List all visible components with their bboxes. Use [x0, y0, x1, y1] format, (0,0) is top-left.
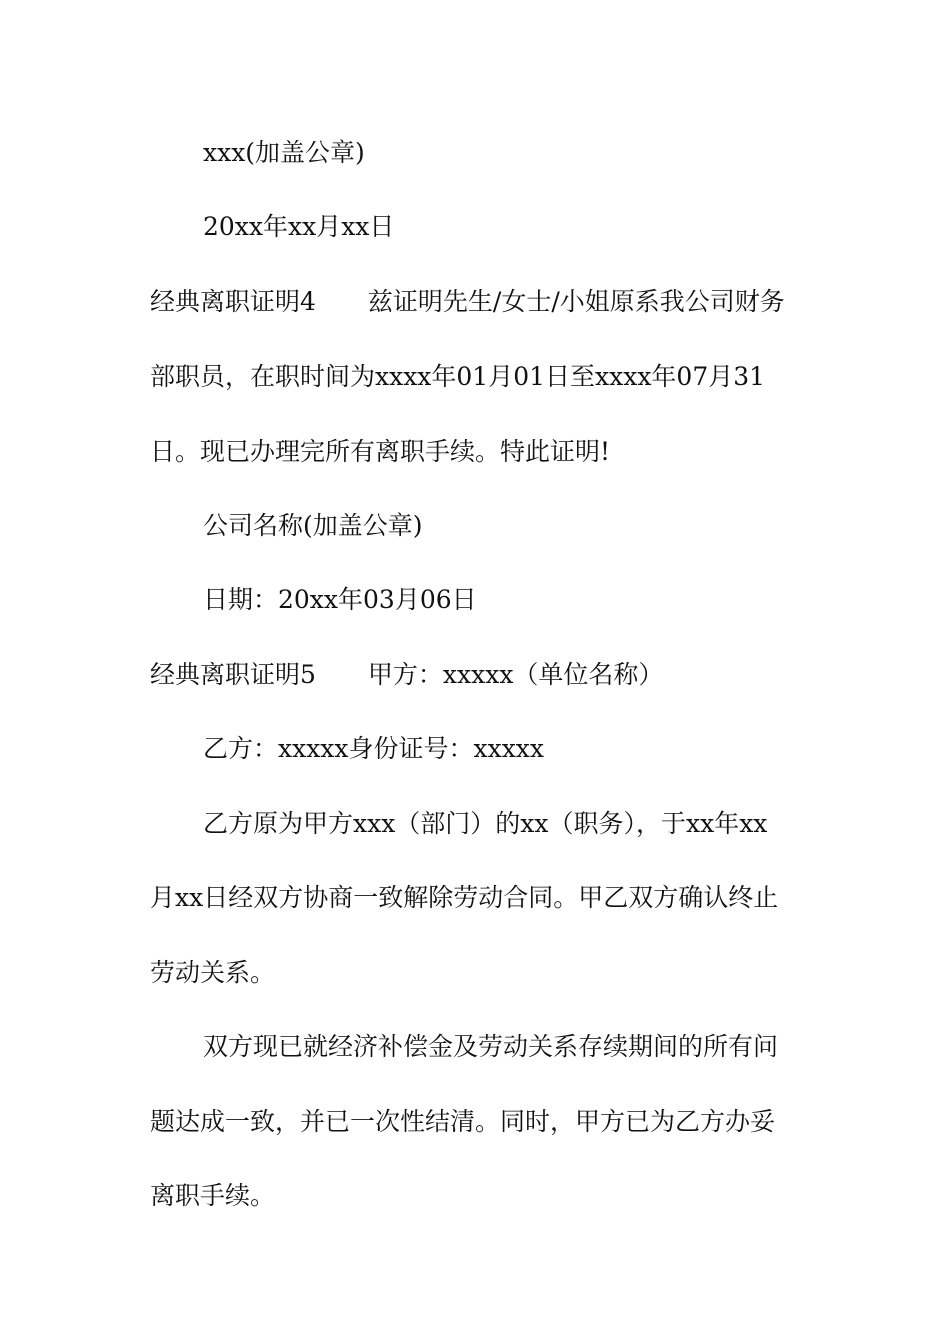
- paragraph-line: [203, 1030, 778, 1064]
- company-seal-line: [203, 136, 365, 170]
- text: 20xx年xx月xx日: [203, 212, 395, 241]
- text: 公司名称(加盖公章): [203, 511, 423, 540]
- text: 日期：20xx年03月06日: [203, 585, 477, 614]
- text: xxx(加盖公章): [203, 138, 365, 167]
- company-name-line: [203, 509, 423, 543]
- paragraph-line: [150, 1179, 275, 1213]
- paragraph-line: [150, 435, 610, 469]
- paragraph-text: 兹证明先生/女士/小姐原系我公司财务: [367, 287, 785, 316]
- paragraph-line: [150, 1105, 775, 1139]
- paragraph-line: [150, 360, 765, 394]
- section-5-first-line: [150, 658, 663, 692]
- text: 离职手续。: [150, 1181, 276, 1210]
- text: 乙方：xxxxx身份证号：xxxxx: [203, 734, 544, 763]
- text: 劳动关系。: [150, 958, 276, 987]
- date-line: [203, 210, 394, 244]
- paragraph-line: [150, 956, 275, 990]
- paragraph-line: [203, 807, 767, 841]
- text: 日。现已办理完所有离职手续。特此证明!: [150, 437, 611, 466]
- section-heading-5: 经典离职证明5: [150, 660, 316, 689]
- party-b-line: [203, 732, 544, 766]
- text: 双方现已就经济补偿金及劳动关系存续期间的所有问: [203, 1032, 779, 1061]
- text: 月xx日经双方协商一致解除劳动合同。甲乙双方确认终止: [150, 883, 779, 912]
- text: 乙方原为甲方xxx（部门）的xx（职务），于xx年xx: [203, 809, 768, 838]
- party-a-text: 甲方：xxxxx（单位名称）: [367, 660, 664, 689]
- paragraph-line: [150, 881, 778, 915]
- text: 部职员，在职时间为xxxx年01月01日至xxxx年07月31: [150, 362, 766, 391]
- section-heading-4: 经典离职证明4: [150, 287, 316, 316]
- date-line: [203, 583, 477, 617]
- text: 题达成一致，并已一次性结清。同时，甲方已为乙方办妥: [150, 1107, 776, 1136]
- section-4-first-line: [150, 285, 785, 319]
